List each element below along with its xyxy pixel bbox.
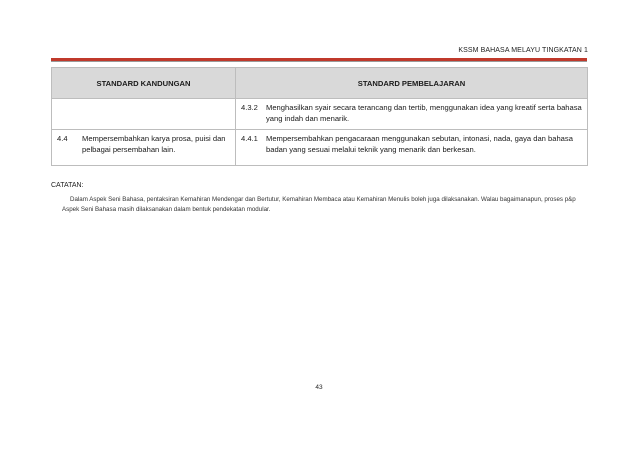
pembelajaran-number: 4.4.1 — [241, 134, 258, 143]
table-header-row — [52, 68, 588, 99]
kandungan-text: Mempersembahkan karya prosa, puisi dan pelbagai persembahan lain. — [82, 134, 226, 154]
header-rule — [51, 61, 587, 62]
pembelajaran-cell — [236, 99, 588, 130]
kandungan-number: 4.4 — [57, 134, 68, 143]
table-row — [52, 130, 588, 166]
pembelajaran-text: Menghasilkan syair secara terancang dan tertib, menggunakan idea yang kreatif serta bahasa yang indah dan menarik. — [266, 103, 582, 123]
table-row — [52, 99, 588, 130]
notes-body: Dalam Aspek Seni Bahasa, pentaksiran Kemahiran Mendengar dan Bertutur, Kemahiran Membaca atau Kemahiran Menulis boleh juga dilaksanakan. Walau bagaimanapun, proses p&p Aspek Seni Bahasa masih dilaksanakan dalam bentuk pendekatan modular. — [62, 196, 576, 213]
notes-label: CATATAN: — [51, 182, 84, 189]
pembelajaran-number: 4.3.2 — [241, 103, 258, 112]
kandungan-cell — [52, 99, 236, 130]
kandungan-number — [57, 103, 82, 120]
kandungan-cell — [52, 130, 236, 166]
pembelajaran-text: Mempersembahkan pengacaraan menggunakan sebutan, intonasi, nada, gaya dan bahasa badan yang sesuai melalui teknik yang menarik dan berkesan. — [266, 134, 573, 154]
page-number: 43 — [315, 384, 323, 391]
kandungan-text — [82, 103, 230, 120]
running-header: KSSM BAHASA MELAYU TINGKATAN 1 — [458, 47, 588, 54]
column-header-pembelajaran: STANDARD PEMBELAJARAN — [236, 68, 588, 99]
pembelajaran-cell — [236, 130, 588, 166]
column-header-kandungan: STANDARD KANDUNGAN — [52, 68, 236, 99]
standards-table — [51, 67, 588, 166]
